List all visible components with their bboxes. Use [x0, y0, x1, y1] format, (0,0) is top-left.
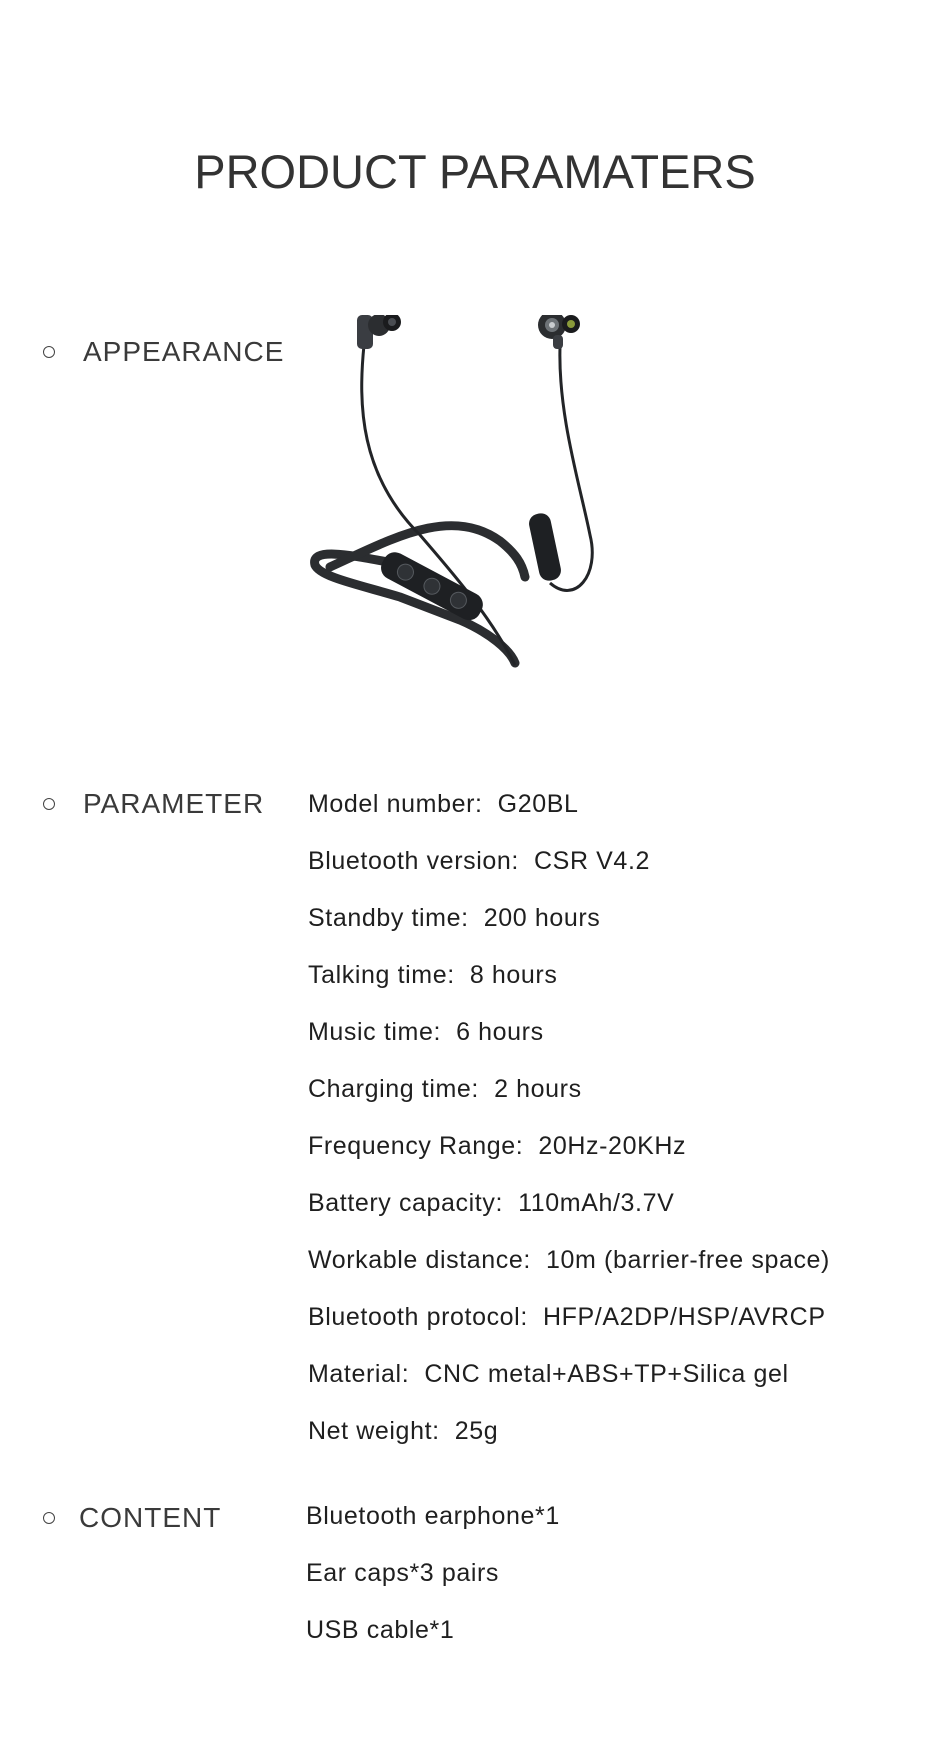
- content-item: Bluetooth earphone*1: [306, 1502, 560, 1530]
- parameter-name: Music time:: [308, 1018, 442, 1046]
- parameter-name: Material:: [308, 1360, 410, 1388]
- section-label-appearance: [43, 336, 284, 368]
- neckband-earphone-image: [300, 315, 630, 685]
- parameter-value: HFP/A2DP/HSP/AVRCP: [542, 1303, 826, 1331]
- section-label-text: PARAMETER: [83, 788, 265, 819]
- parameter-name: Workable distance:: [308, 1246, 531, 1274]
- parameter-row: [308, 1415, 830, 1472]
- package-content-list: [306, 1500, 560, 1671]
- parameter-value: 200 hours: [483, 904, 601, 932]
- parameter-name: Talking time:: [308, 961, 455, 989]
- parameter-value: 8 hours: [469, 961, 558, 989]
- parameter-name: Bluetooth protocol:: [308, 1303, 528, 1331]
- circle-bullet-icon: [43, 798, 55, 810]
- parameter-value: G20BL: [497, 790, 579, 818]
- parameter-name: Charging time:: [308, 1075, 479, 1103]
- circle-bullet-icon: [43, 346, 55, 358]
- parameter-value: 25g: [454, 1417, 499, 1445]
- parameter-row: [308, 845, 830, 902]
- parameter-name: Standby time:: [308, 904, 469, 932]
- parameter-value: 10m (barrier-free space): [546, 1246, 830, 1274]
- content-item: USB cable*1: [306, 1616, 455, 1644]
- parameter-row: [308, 788, 830, 845]
- parameter-name: Model number:: [308, 790, 483, 818]
- parameter-name: Battery capacity:: [308, 1189, 504, 1217]
- parameter-row: [308, 1301, 830, 1358]
- parameter-list: [308, 788, 830, 1472]
- parameter-name: Frequency Range:: [308, 1132, 524, 1160]
- parameter-row: [308, 1244, 830, 1301]
- section-label-text: APPEARANCE: [83, 336, 285, 367]
- parameter-value: 20Hz-20KHz: [538, 1132, 687, 1160]
- parameter-value: CSR V4.2: [534, 847, 650, 875]
- parameter-row: [308, 1073, 830, 1130]
- parameter-value: 6 hours: [456, 1018, 544, 1046]
- section-label-text: CONTENT: [79, 1502, 222, 1533]
- section-label-parameter: [43, 788, 264, 820]
- circle-bullet-icon: [43, 1512, 55, 1524]
- parameter-row: [308, 1130, 830, 1187]
- parameter-row: [308, 959, 830, 1016]
- parameter-value: 2 hours: [494, 1075, 582, 1103]
- parameter-row: [308, 1016, 830, 1073]
- parameter-value: CNC metal+ABS+TP+Silica gel: [424, 1360, 789, 1388]
- parameter-row: [308, 902, 830, 959]
- parameter-value: 110mAh/3.7V: [518, 1189, 675, 1217]
- parameter-row: [308, 1187, 830, 1244]
- section-label-content: [43, 1502, 221, 1534]
- parameter-name: Net weight:: [308, 1417, 440, 1445]
- page-title: PRODUCT PARAMATERS: [194, 145, 756, 199]
- parameter-name: Bluetooth version:: [308, 847, 519, 875]
- content-item: Ear caps*3 pairs: [306, 1559, 500, 1587]
- parameter-row: [308, 1358, 830, 1415]
